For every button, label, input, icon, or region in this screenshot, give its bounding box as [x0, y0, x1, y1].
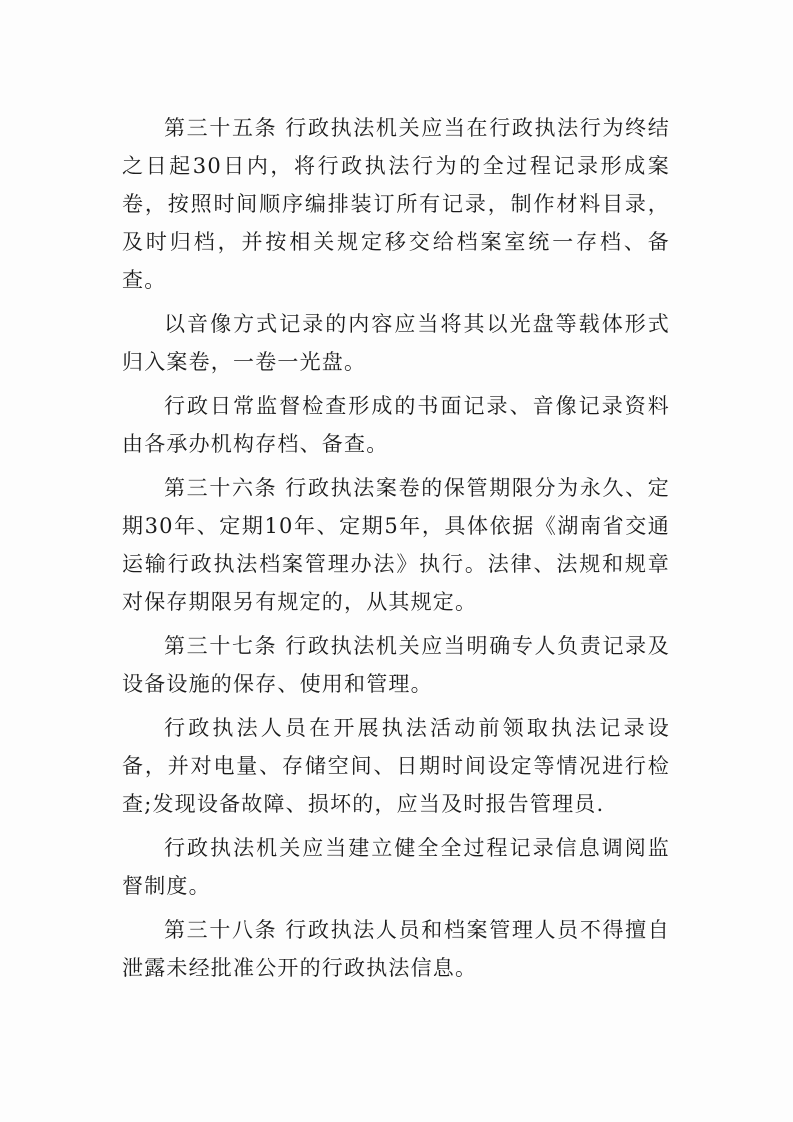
article-36-number: 第三十六条 [164, 476, 278, 500]
document-body [122, 109, 670, 993]
article-35 [122, 109, 670, 299]
article-38-number: 第三十八条 [164, 918, 278, 942]
article-37-number: 第三十七条 [164, 634, 278, 658]
article-37 [122, 627, 670, 703]
article-38-text: 行政执法人员和档案管理人员不得擅自泄露未经批准公开的行政执法信息。 [122, 918, 671, 980]
article-37-paragraph-3 [122, 829, 670, 905]
article-35-paragraph-2-text: 以音像方式记录的内容应当将其以光盘等载体形式归入案卷，一卷一光盘。 [122, 312, 670, 374]
article-35-paragraph-3 [122, 387, 670, 463]
article-36 [122, 469, 670, 621]
article-35-paragraph-3-text: 行政日常监督检查形成的书面记录、音像记录资料由各承办机构存档、备查。 [122, 394, 670, 456]
article-37-paragraph-3-text: 行政执法机关应当建立健全全过程记录信息调阅监督制度。 [122, 836, 670, 898]
article-35-paragraph-2 [122, 305, 670, 381]
article-37-text: 行政执法机关应当明确专人负责记录及设备设施的保存、使用和管理。 [122, 634, 671, 696]
article-35-text: 行政执法机关应当在行政执法行为终结之日起30日内，将行政执法行为的全过程记录形成案卷，按照时间顺序编排装订所有记录，制作材料目录，及时归档，并按相关规定移交给档案室统一存档、备查。 [122, 116, 671, 292]
article-36-text: 行政执法案卷的保管期限分为永久、定期30年、定期10年、定期5年，具体依据《湖南省交通运输行政执法档案管理办法》执行。法律、法规和规章对保存期限另有规定的，从其规定。 [122, 476, 671, 614]
article-37-paragraph-2-text: 行政执法人员在开展执法活动前领取执法记录设备，并对电量、存储空间、日期时间设定等情况进行检查;发现设备故障、损坏的，应当及时报告管理员. [122, 716, 670, 816]
article-35-number: 第三十五条 [164, 116, 278, 140]
article-38 [122, 911, 670, 987]
article-37-paragraph-2 [122, 709, 670, 823]
